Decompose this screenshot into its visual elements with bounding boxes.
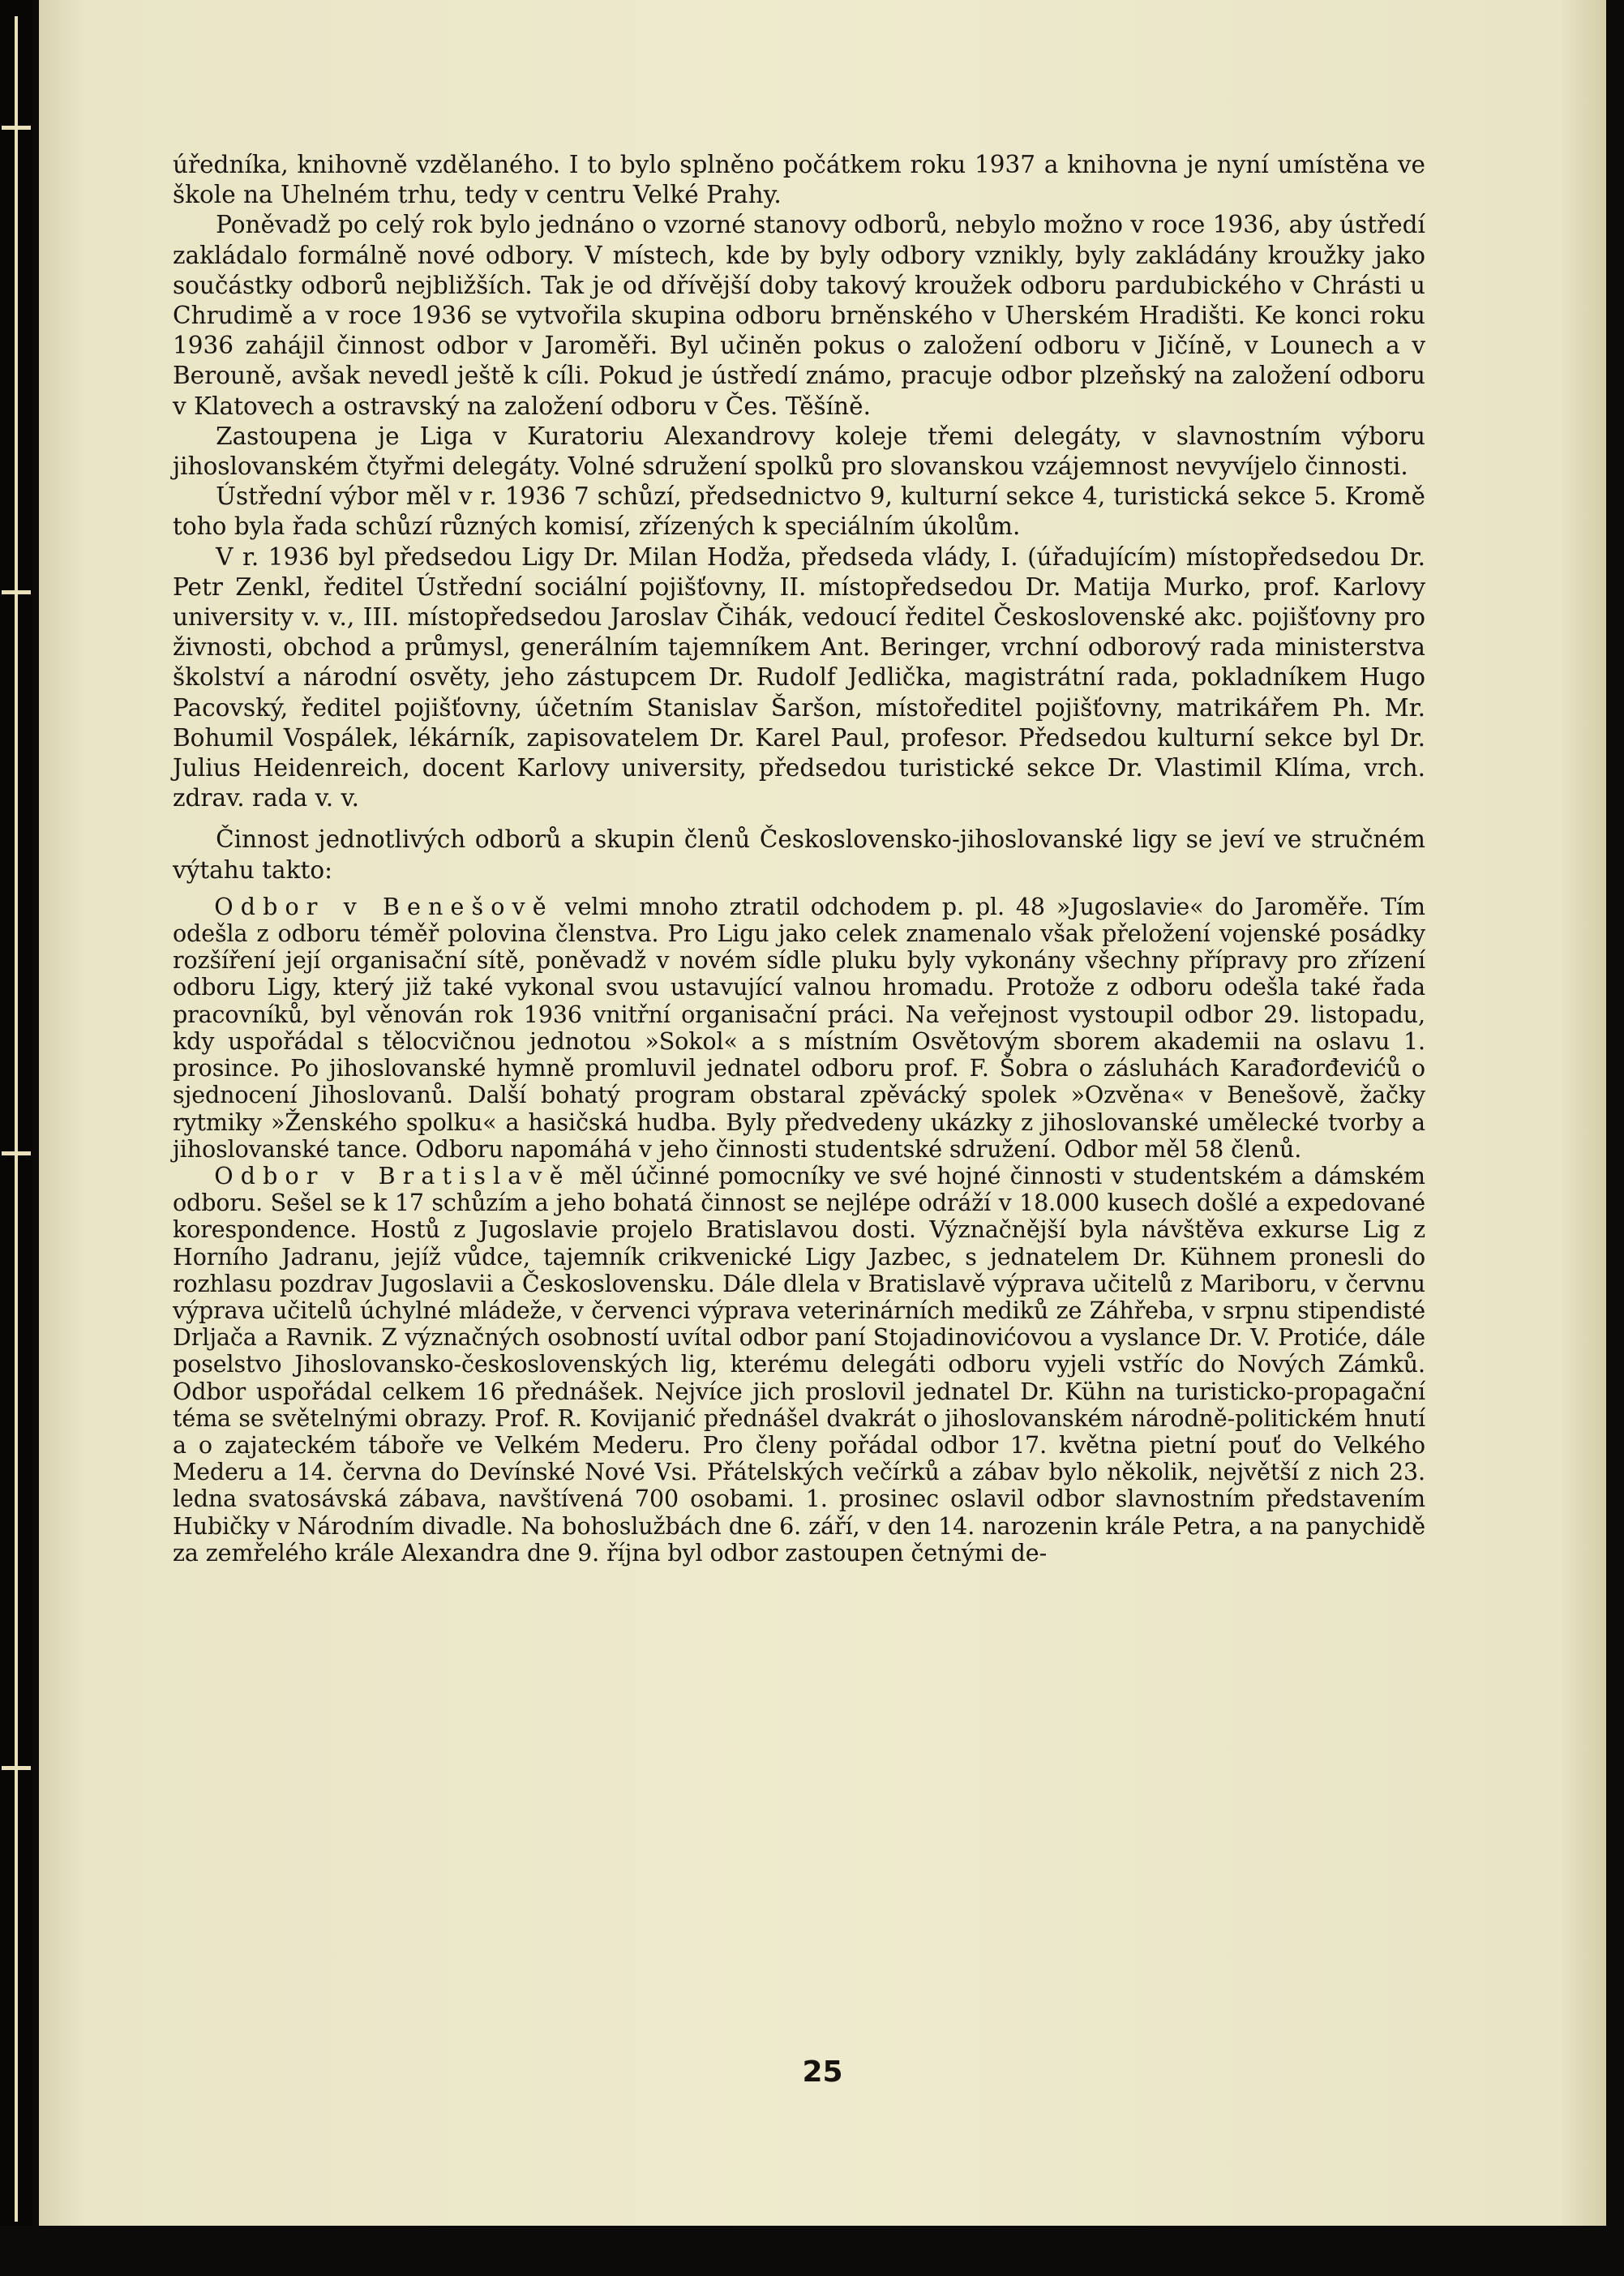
section-heading: Odbor v Benešově (214, 893, 554, 920)
spine-marker (2, 1766, 31, 1770)
paragraph: Činnost jednotlivých odborů a skupin členů Československo-jihoslovanské ligy se jeví ve stručném výtahu takto: (173, 825, 1425, 884)
page-number: 25 (802, 2055, 843, 2089)
book-page (39, 0, 1606, 2226)
section-text: velmi mnoho ztratil odchodem p. pl. 48 »Jugoslavie« do Jaroměře. Tím odešla z odboru téměř polovina členstva. Pro Ligu jako celek znamenalo však přeložení vojenské posádky rozšíření její organisační sítě, poněvadž v novém sídle pluku byly vykonány všechny přípravy pro zřízení odboru Ligy, který již také vykonal svou ustavující valnou hromadu. Protože z odboru odešla také řada pracovníků, byl věnován rok 1936 vnitřní organisační práci. Na veřejnost vystoupil odbor 29. listopadu, kdy uspořádal s tělocvičnou jednotou »Sokol« a s místním Osvětovým sborem akademii na oslavu 1. prosince. Po jihoslovanské hymně promluvil jednatel odboru prof. F. Šobra o zásluhách Karađorđevićů o sjednocení Jihoslovanů. Další bohatý program obstaral zpěvácký spolek »Ozvěna« v Benešově, žačky rytmiky »Ženského spolku« a hasičská hudba. Byly předvedeny ukázky z jihoslovanské umělecké tvorby a jihoslovanské tance. Odboru napomáhá v jeho činnosti studentské sdružení. Odbor měl 58 členů. (173, 893, 1425, 1163)
section-text: měl účinné pomocníky ve své hojné činnosti v studentském a dámském odboru. Sešel se k 17 schůzím a jeho bohatá činnost se nejlépe odráží v 18.000 kusech došlé a expedované korespondence. Hostů z Jugoslavie projelo Bratislavou dosti. Význačnější byla návštěva exkurse Lig z Horního Jadranu, jejíž vůdce, tajemník crikvenické Ligy Jazbec, s jednatelem Dr. Kühnem pronesli do rozhlasu pozdrav Jugoslavii a Československu. Dále dlela v Bratislavě výprava učitelů z Mariboru, v červnu výprava učitelů úchylné mládeže, v červenci výprava veterinárních mediků ze Záhřeba, v srpnu stipendisté Drljača a Ravnik. Z význačných osobností uvítal odbor paní Stojadinovićovou a vyslance Dr. V. Protiće, dále poselstvo Jihoslovansko-československých lig, kterému delegáti odboru vyjeli vstříc do Nových Zámků. Odbor uspořádal celkem 16 přednášek. Nejvíce jich proslovil jednatel Dr. Kühn na turisticko-propagační téma se světelnými obrazy. Prof. R. Kovijanić přednášel dvakrát o jihoslovanském národně-politickém hnutí a o zajateckém táboře ve Velkém Mederu. Pro členy pořádal odbor 17. května pietní pouť do Velkého Mederu a 14. června do Devínské Nové Vsi. Přátelských večírků a zábav bylo několik, největší z nich 23. ledna svatosávská zábava, navštívená 700 osobami. 1. prosinec oslavil odbor slavnostním představením Hubičky v Národním divadle. Na bohoslužbách dne 6. září, v den 14. narozenin krále Petra, a na panychidě za zemřelého krále Alexandra dne 9. října byl odbor zastoupen četnými de- (173, 1162, 1425, 1567)
spine-marker (2, 126, 31, 130)
book-binding (0, 0, 32, 2276)
paragraph: úředníka, knihovně vzdělaného. I to bylo splněno počátkem roku 1937 a knihovna je nyní umístěna ve škole na Uhelném trhu, tedy v centru Velké Prahy. (173, 151, 1425, 209)
paragraph: Zastoupena je Liga v Kuratoriu Alexandrovy koleje třemi delegáty, v slavnostním výboru jihoslovanském čtyřmi delegáty. Volné sdružení spolků pro slovanskou vzájemnost nevyvíjelo činnosti. (173, 422, 1425, 481)
page-text (173, 150, 1425, 1567)
paragraph: Poněvadž po celý rok bylo jednáno o vzorné stanovy odborů, nebylo možno v roce 1936, aby ústředí zakládalo formálně nové odbory. V místech, kde by byly odbory vznikly, byly zakládány kroužky jako součástky odborů nejbližších. Tak je od dřívější doby takový kroužek odboru pardubického v Chrásti u Chrudimě a v roce 1936 se vytvořila skupina odboru brněnského v Uherském Hradišti. Ke konci roku 1936 zahájil činnost odbor v Jaroměři. Byl učiněn pokus o založení odboru v Jičíně, v Lounech a v Berouně, avšak nevedl ještě k cíli. Pokud je ústředí známo, pracuje odbor plzeňský na založení odboru v Klatovech a ostravský na založení odboru v Čes. Těšíně. (173, 211, 1425, 420)
section-paragraph (173, 894, 1425, 1163)
scan-background (0, 2226, 1624, 2276)
section-paragraph (173, 1163, 1425, 1567)
spine-marker (2, 590, 31, 594)
spine-line (15, 16, 18, 2222)
paragraph: Ústřední výbor měl v r. 1936 7 schůzí, předsednictvo 9, kulturní sekce 4, turistická sekce 5. Kromě toho byla řada schůzí různých komisí, zřízených k speciálním úkolům. (173, 482, 1425, 541)
section-heading: Odbor v Bratislavě (214, 1162, 571, 1189)
paragraph: V r. 1936 byl předsedou Ligy Dr. Milan Hodža, předseda vlády, I. (úřadujícím) místopředsedou Dr. Petr Zenkl, ředitel Ústřední sociální pojišťovny, II. místopředsedou Dr. Matija Murko, prof. Karlovy university v. v., III. místopředsedou Jaroslav Čihák, vedoucí ředitel Československé akc. pojišťovny pro živnosti, obchod a průmysl, generálním tajemníkem Ant. Beringer, vrchní odborový rada ministerstva školství a národní osvěty, jeho zástupcem Dr. Rudolf Jedlička, magistrátní rada, pokladníkem Hugo Pacovský, ředitel pojišťovny, účetním Stanislav Šaršon, místoředitel pojišťovny, matrikářem Ph. Mr. Bohumil Vospálek, lékárník, zapisovatelem Dr. Karel Paul, profesor. Předsedou kulturní sekce byl Dr. Julius Heidenreich, docent Karlovy university, předsedou turistické sekce Dr. Vlastimil Klíma, vrch. zdrav. rada v. v. (173, 542, 1425, 812)
spine-marker (2, 1151, 31, 1155)
